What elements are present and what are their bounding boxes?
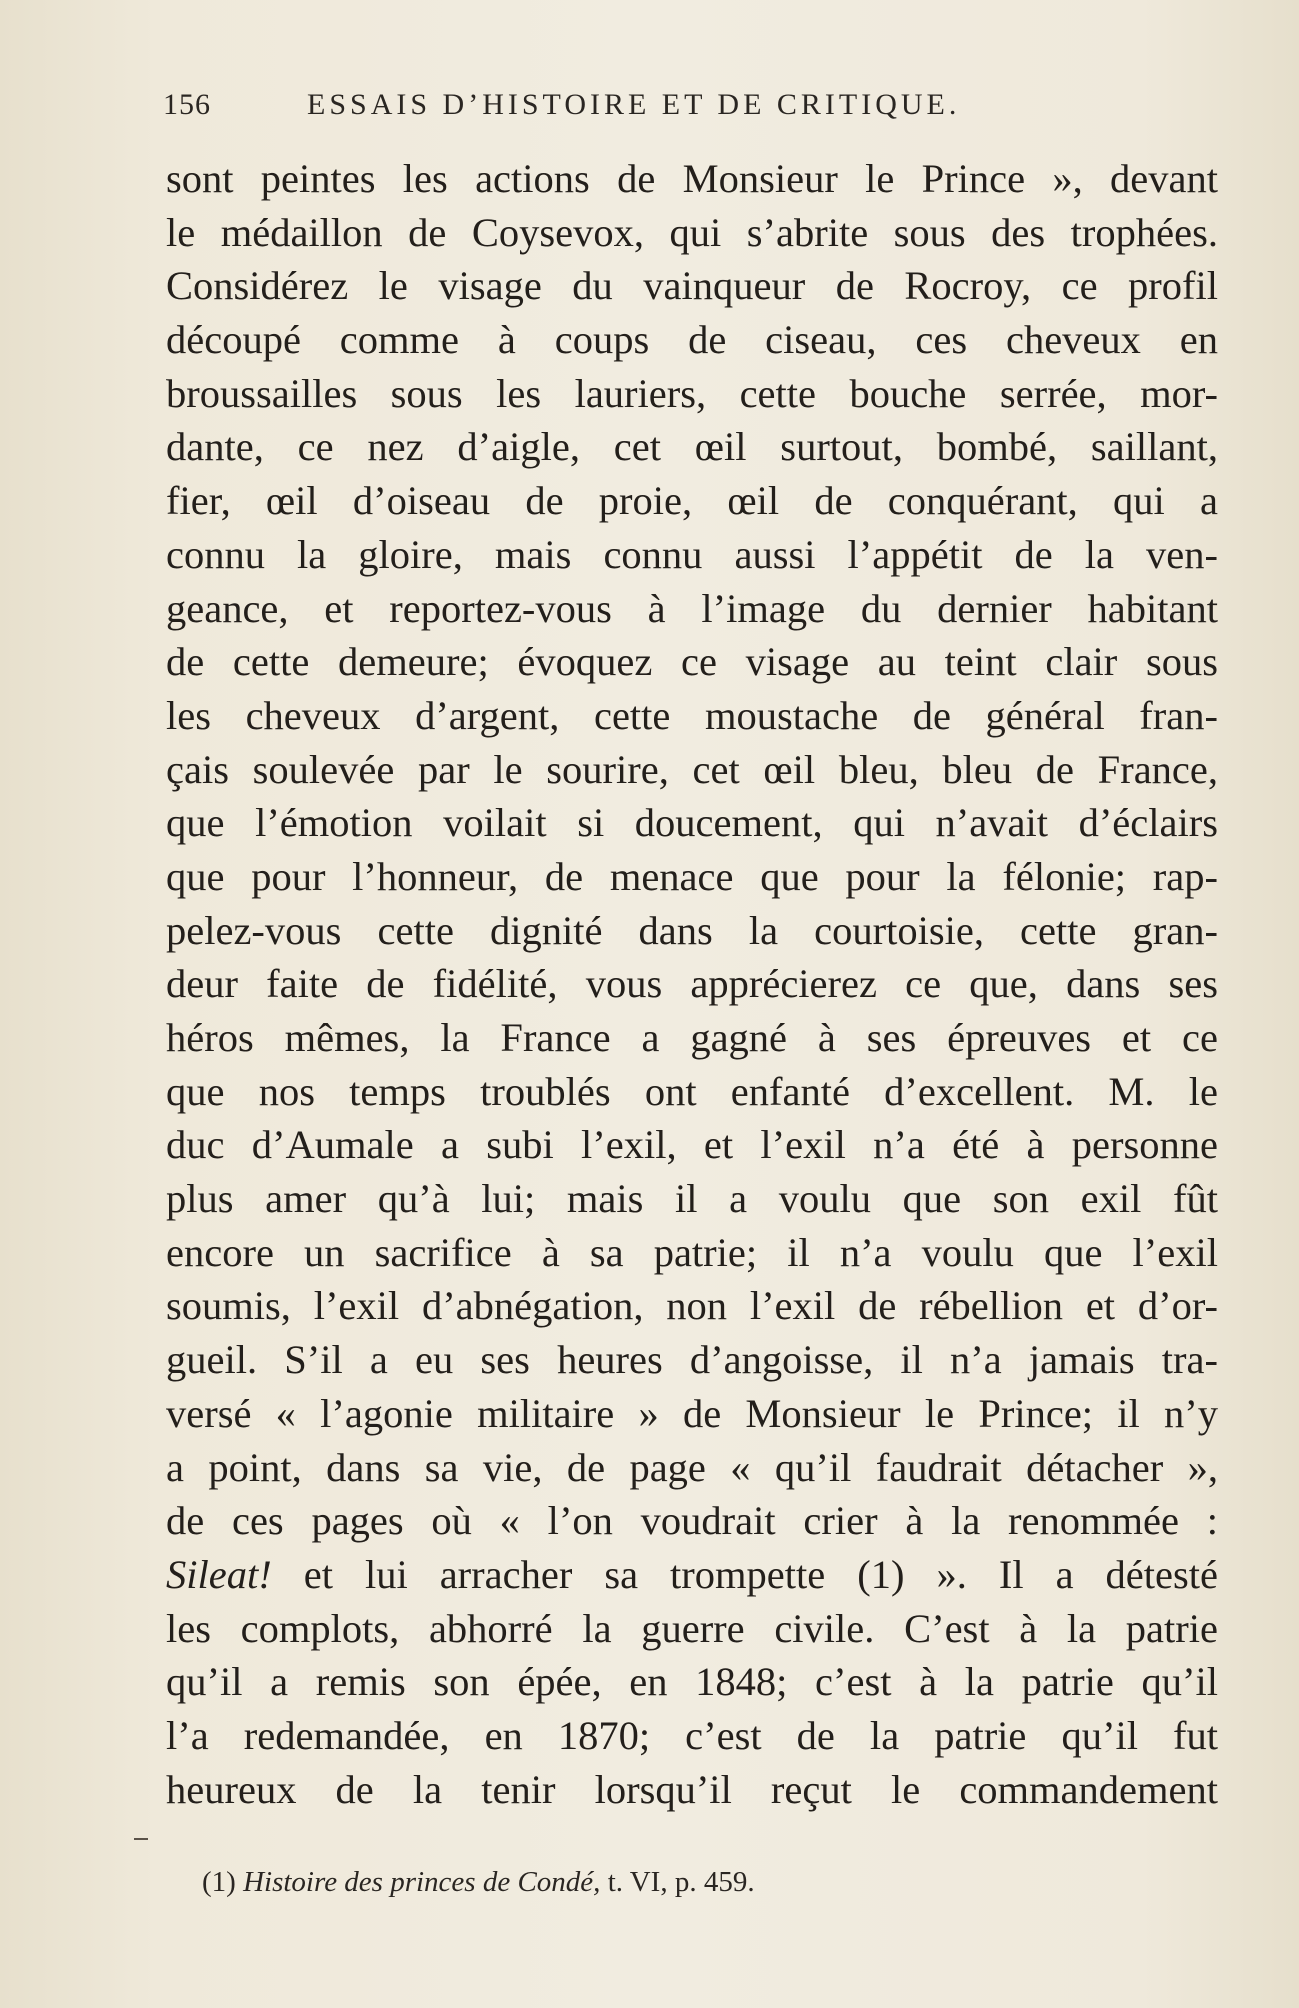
page-number: 156 <box>163 88 211 121</box>
text-line: pelez-vous cette dignité dans la courtoisie, cette gran- <box>166 907 1218 953</box>
running-head: ESSAIS D’HISTOIRE ET DE CRITIQUE. <box>307 88 961 121</box>
text-line: l’a redemandée, en 1870; c’est de la patrie qu’il fut <box>166 1712 1218 1758</box>
text-line: broussailles sous les lauriers, cette bouche serrée, mor- <box>166 370 1218 416</box>
text-line: duc d’Aumale a subi l’exil, et l’exil n’a été à personne <box>166 1122 1218 1168</box>
text-line: geance, et reportez-vous à l’image du dernier habitant <box>166 585 1218 631</box>
text-line: le médaillon de Coysevox, qui s’abrite sous des trophées. <box>166 209 1218 255</box>
text-line: que l’émotion voilait si doucement, qui n’avait d’éclairs <box>166 800 1218 846</box>
italic-latin-word: Sileat! <box>166 1551 272 1597</box>
text-line: a point, dans sa vie, de page « qu’il faudrait détacher », <box>166 1444 1218 1490</box>
text-line: connu la gloire, mais connu aussi l’appétit de la ven- <box>166 531 1218 577</box>
body-text <box>166 152 1218 1816</box>
text-line: deur faite de fidélité, vous apprécierez ce que, dans ses <box>166 961 1218 1007</box>
footnote <box>202 1866 755 1899</box>
text-line: dante, ce nez d’aigle, cet œil surtout, bombé, saillant, <box>166 424 1218 470</box>
text-line: de ces pages où « l’on voudrait crier à la renommée : <box>166 1498 1218 1544</box>
text-line: Considérez le visage du vainqueur de Rocroy, ce profil <box>166 263 1218 309</box>
text-line: héros mêmes, la France a gagné à ses épreuves et ce <box>166 1015 1218 1060</box>
text-line: fier, œil d’oiseau de proie, œil de conquérant, qui a <box>166 478 1218 524</box>
footnote-title: Histoire des princes de Condé, <box>243 1866 601 1898</box>
footnote-separator <box>134 1838 148 1840</box>
text-line: encore un sacrifice à sa patrie; il n’a voulu que l’exil <box>166 1229 1218 1275</box>
text-line: découpé comme à coups de ciseau, ces cheveux en <box>166 317 1218 363</box>
text-line: sont peintes les actions de Monsieur le Prince », devant <box>166 156 1218 201</box>
text-line: que nos temps troublés ont enfanté d’excellent. M. le <box>166 1068 1218 1114</box>
footnote-reference: t. VI, p. 459. <box>600 1866 755 1898</box>
text-line: les cheveux d’argent, cette moustache de général fran- <box>166 692 1218 738</box>
text-line: soumis, l’exil d’abnégation, non l’exil de rébellion et d’or- <box>166 1283 1218 1329</box>
text-line: les complots, abhorré la guerre civile. C’est à la patrie <box>166 1605 1218 1651</box>
page-header <box>163 88 1063 132</box>
text-line-rest: et lui arracher sa trompette (1) ». Il a détesté <box>271 1551 1218 1597</box>
text-line: çais soulevée par le sourire, cet œil bleu, bleu de France, <box>166 746 1218 792</box>
text-line: versé « l’agonie militaire » de Monsieur le Prince; il n’y <box>166 1390 1218 1436</box>
footnote-marker: (1) <box>202 1866 236 1898</box>
text-line: que pour l’honneur, de menace que pour la félonie; rap- <box>166 853 1218 899</box>
text-line-with-italic <box>166 1548 1218 1602</box>
text-line: gueil. S’il a eu ses heures d’angoisse, il n’a jamais tra- <box>166 1337 1218 1383</box>
text-line: plus amer qu’à lui; mais il a voulu que son exil fût <box>166 1176 1218 1222</box>
text-line: heureux de la tenir lorsqu’il reçut le commandement <box>166 1766 1218 1812</box>
text-line: de cette demeure; évoquez ce visage au teint clair sous <box>166 639 1218 685</box>
text-line: qu’il a remis son épée, en 1848; c’est à la patrie qu’il <box>166 1659 1218 1705</box>
